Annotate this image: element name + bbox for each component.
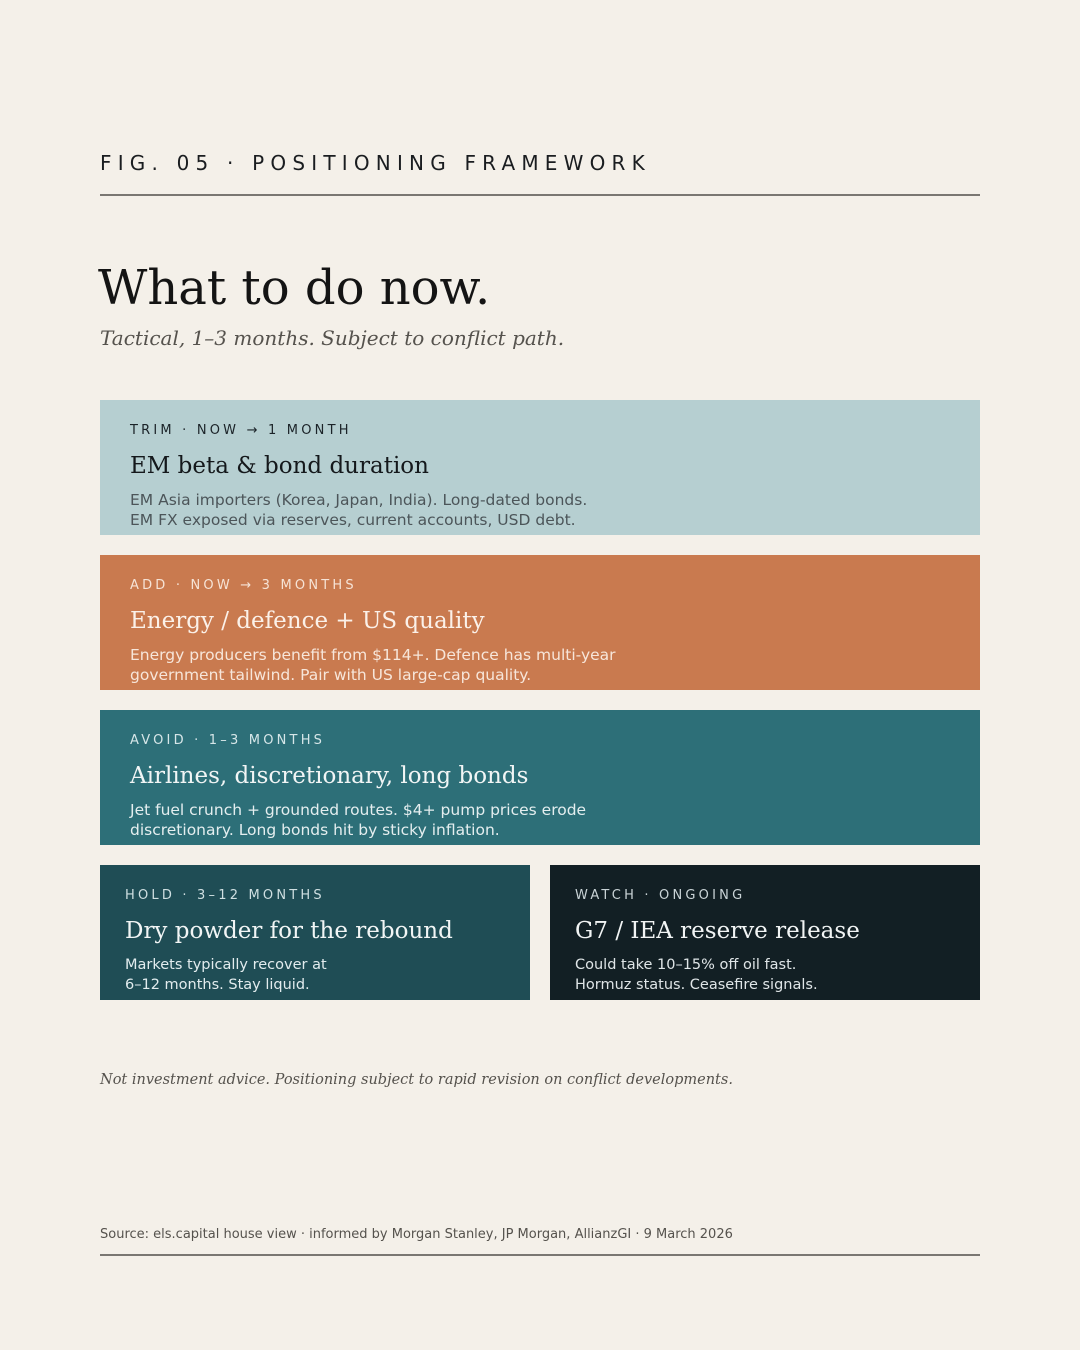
card-hold [100,865,530,1000]
card-body-line: Energy producers benefit from $114+. Defence has multi-year [130,646,616,664]
card-body [130,490,950,530]
card-body [575,955,950,995]
card-trim [100,400,980,535]
card-body-line: 6–12 months. Stay liquid. [125,977,310,993]
card-tag: TRIM · NOW → 1 MONTH [130,423,352,438]
card-body [130,800,950,840]
card-body [125,955,500,995]
card-body-line: Markets typically recover at [125,957,327,973]
card-body-line: EM FX exposed via reserves, current accounts, USD debt. [130,511,576,529]
card-body-line: Could take 10–15% off oil fast. [575,957,797,973]
source-note: Source: els.capital house view · informed by Morgan Stanley, JP Morgan, AllianzGI · 9 March 2026 [100,1227,733,1242]
page-subtitle: Tactical, 1–3 months. Subject to conflict path. [100,326,565,350]
card-body-line: EM Asia importers (Korea, Japan, India). Long-dated bonds. [130,491,588,509]
card-body-line: Jet fuel crunch + grounded routes. $4+ pump prices erode [130,801,587,819]
card-watch [550,865,980,1000]
card-tag: HOLD · 3–12 MONTHS [125,888,325,903]
card-body [130,645,950,685]
card-heading: Dry powder for the rebound [125,918,453,944]
card-tag: ADD · NOW → 3 MONTHS [130,578,357,593]
card-avoid [100,710,980,845]
page-title: What to do now. [98,260,491,316]
card-add [100,555,980,690]
card-heading: Energy / defence + US quality [130,608,485,634]
disclaimer: Not investment advice. Positioning subject to rapid revision on conflict developments. [100,1072,733,1088]
card-heading: EM beta & bond duration [130,453,429,479]
figure-label: FIG. 05 · POSITIONING FRAMEWORK [100,151,651,175]
top-divider [100,194,980,196]
card-heading: G7 / IEA reserve release [575,918,860,944]
card-heading: Airlines, discretionary, long bonds [130,763,529,789]
bottom-divider [100,1254,980,1256]
card-body-line: government tailwind. Pair with US large-cap quality. [130,666,532,684]
card-body-line: discretionary. Long bonds hit by sticky inflation. [130,821,500,839]
card-tag: AVOID · 1–3 MONTHS [130,733,326,748]
card-tag: WATCH · ONGOING [575,888,746,903]
card-body-line: Hormuz status. Ceasefire signals. [575,977,818,993]
